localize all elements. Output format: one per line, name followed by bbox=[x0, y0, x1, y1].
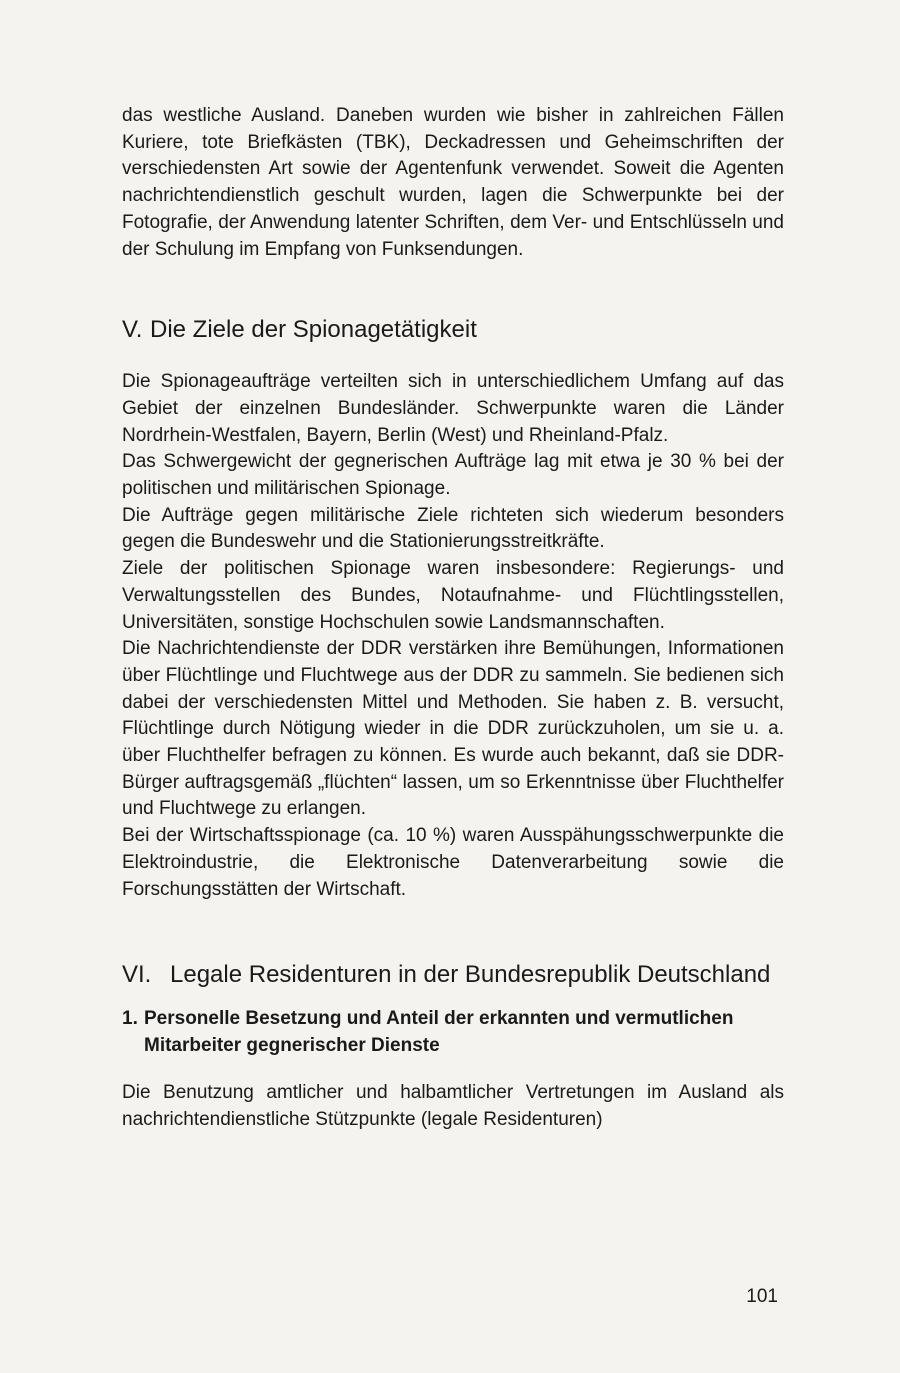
section-v-paragraph: Die Spionageaufträge verteilten sich in unterschiedlichem Umfang auf das Gebiet der einzelnen Bundesländer. Schwerpunkte waren die Länder Nordrhein-Westfalen, Bayern, Berlin (West) und Rheinland-Pfalz. bbox=[122, 371, 784, 446]
section-v-paragraph: Die Aufträge gegen militärische Ziele richteten sich wiederum besonders gegen die Bundeswehr und die Stationierungsstreitkräfte. bbox=[122, 504, 784, 553]
section-v-paragraph: Das Schwergewicht der gegnerischen Aufträge lag mit etwa je 30 % bei der politischen und militärischen Spionage. bbox=[122, 451, 784, 500]
section-v-paragraph: Die Nachrichtendienste der DDR verstärken ihre Bemühungen, Informationen über Flüchtlinge und Fluchtwege aus der DDR zu sammeln. Sie bedienen sich dabei der verschiedensten Mittel und Methoden. Sie haben z. B. versucht, Flüchtlinge durch Nötigung wieder in die DDR zurückzuholen, um sie u. a. über Fluchthelfer befragen zu können. Es wurde auch bekannt, daß sie DDR-Bürger auftragsgemäß „flüchten“ lassen, um so Erkenntnisse über Fluchthelfer und Fluchtwege zu erlangen. bbox=[122, 638, 784, 820]
section-vi-number: VI. bbox=[122, 961, 152, 989]
subsection-1-number: 1. bbox=[122, 1008, 138, 1030]
document-page bbox=[122, 103, 784, 1134]
section-vi-title: Legale Residenturen in der Bundesrepublik Deutschland bbox=[170, 961, 771, 989]
section-vi-paragraph: Die Benutzung amtlicher und halbamtlicher Vertretungen im Ausland als nachrichtendienstliche Stützpunkte (legale Residenturen) bbox=[122, 1082, 784, 1130]
section-v-title: Die Ziele der Spionagetätigkeit bbox=[150, 316, 477, 344]
intro-paragraph: das westliche Ausland. Daneben wurden wie bisher in zahlreichen Fällen Kuriere, tote Briefkästen (TBK), Deckadressen und Geheimschriften der verschiedensten Art sowie der Agentenfunk verwendet. Soweit die Agenten nachrichtendienstlich geschult wurden, lagen die Schwerpunkte bei der Fotografie, der Anwendung latenter Schriften, dem Ver- und Entschlüsseln und der Schulung im Empfang von Funksendungen. bbox=[122, 105, 784, 260]
section-vi-heading bbox=[122, 960, 784, 989]
page-number: 101 bbox=[746, 1286, 778, 1307]
section-v-number: V. bbox=[122, 316, 143, 344]
section-v-paragraph: Bei der Wirtschaftsspionage (ca. 10 %) waren Ausspähungsschwerpunkte die Elektroindustrie, die Elektronische Datenverarbeitung sowie die Forschungsstätten der Wirtschaft. bbox=[122, 825, 784, 900]
section-v-heading bbox=[122, 315, 784, 345]
section-v-paragraph: Ziele der politischen Spionage waren insbesondere: Regierungs- und Verwaltungsstellen des Bundes, Notaufnahme- und Flüchtlingsstellen, Universitäten, sonstige Hochschulen sowie Landsmannschaften. bbox=[122, 558, 784, 633]
subsection-1-heading bbox=[122, 1005, 784, 1059]
subsection-1-title: Personelle Besetzung und Anteil der erkannten und vermutlichen Mitarbeiter gegnerischer Dienste bbox=[144, 1008, 734, 1057]
